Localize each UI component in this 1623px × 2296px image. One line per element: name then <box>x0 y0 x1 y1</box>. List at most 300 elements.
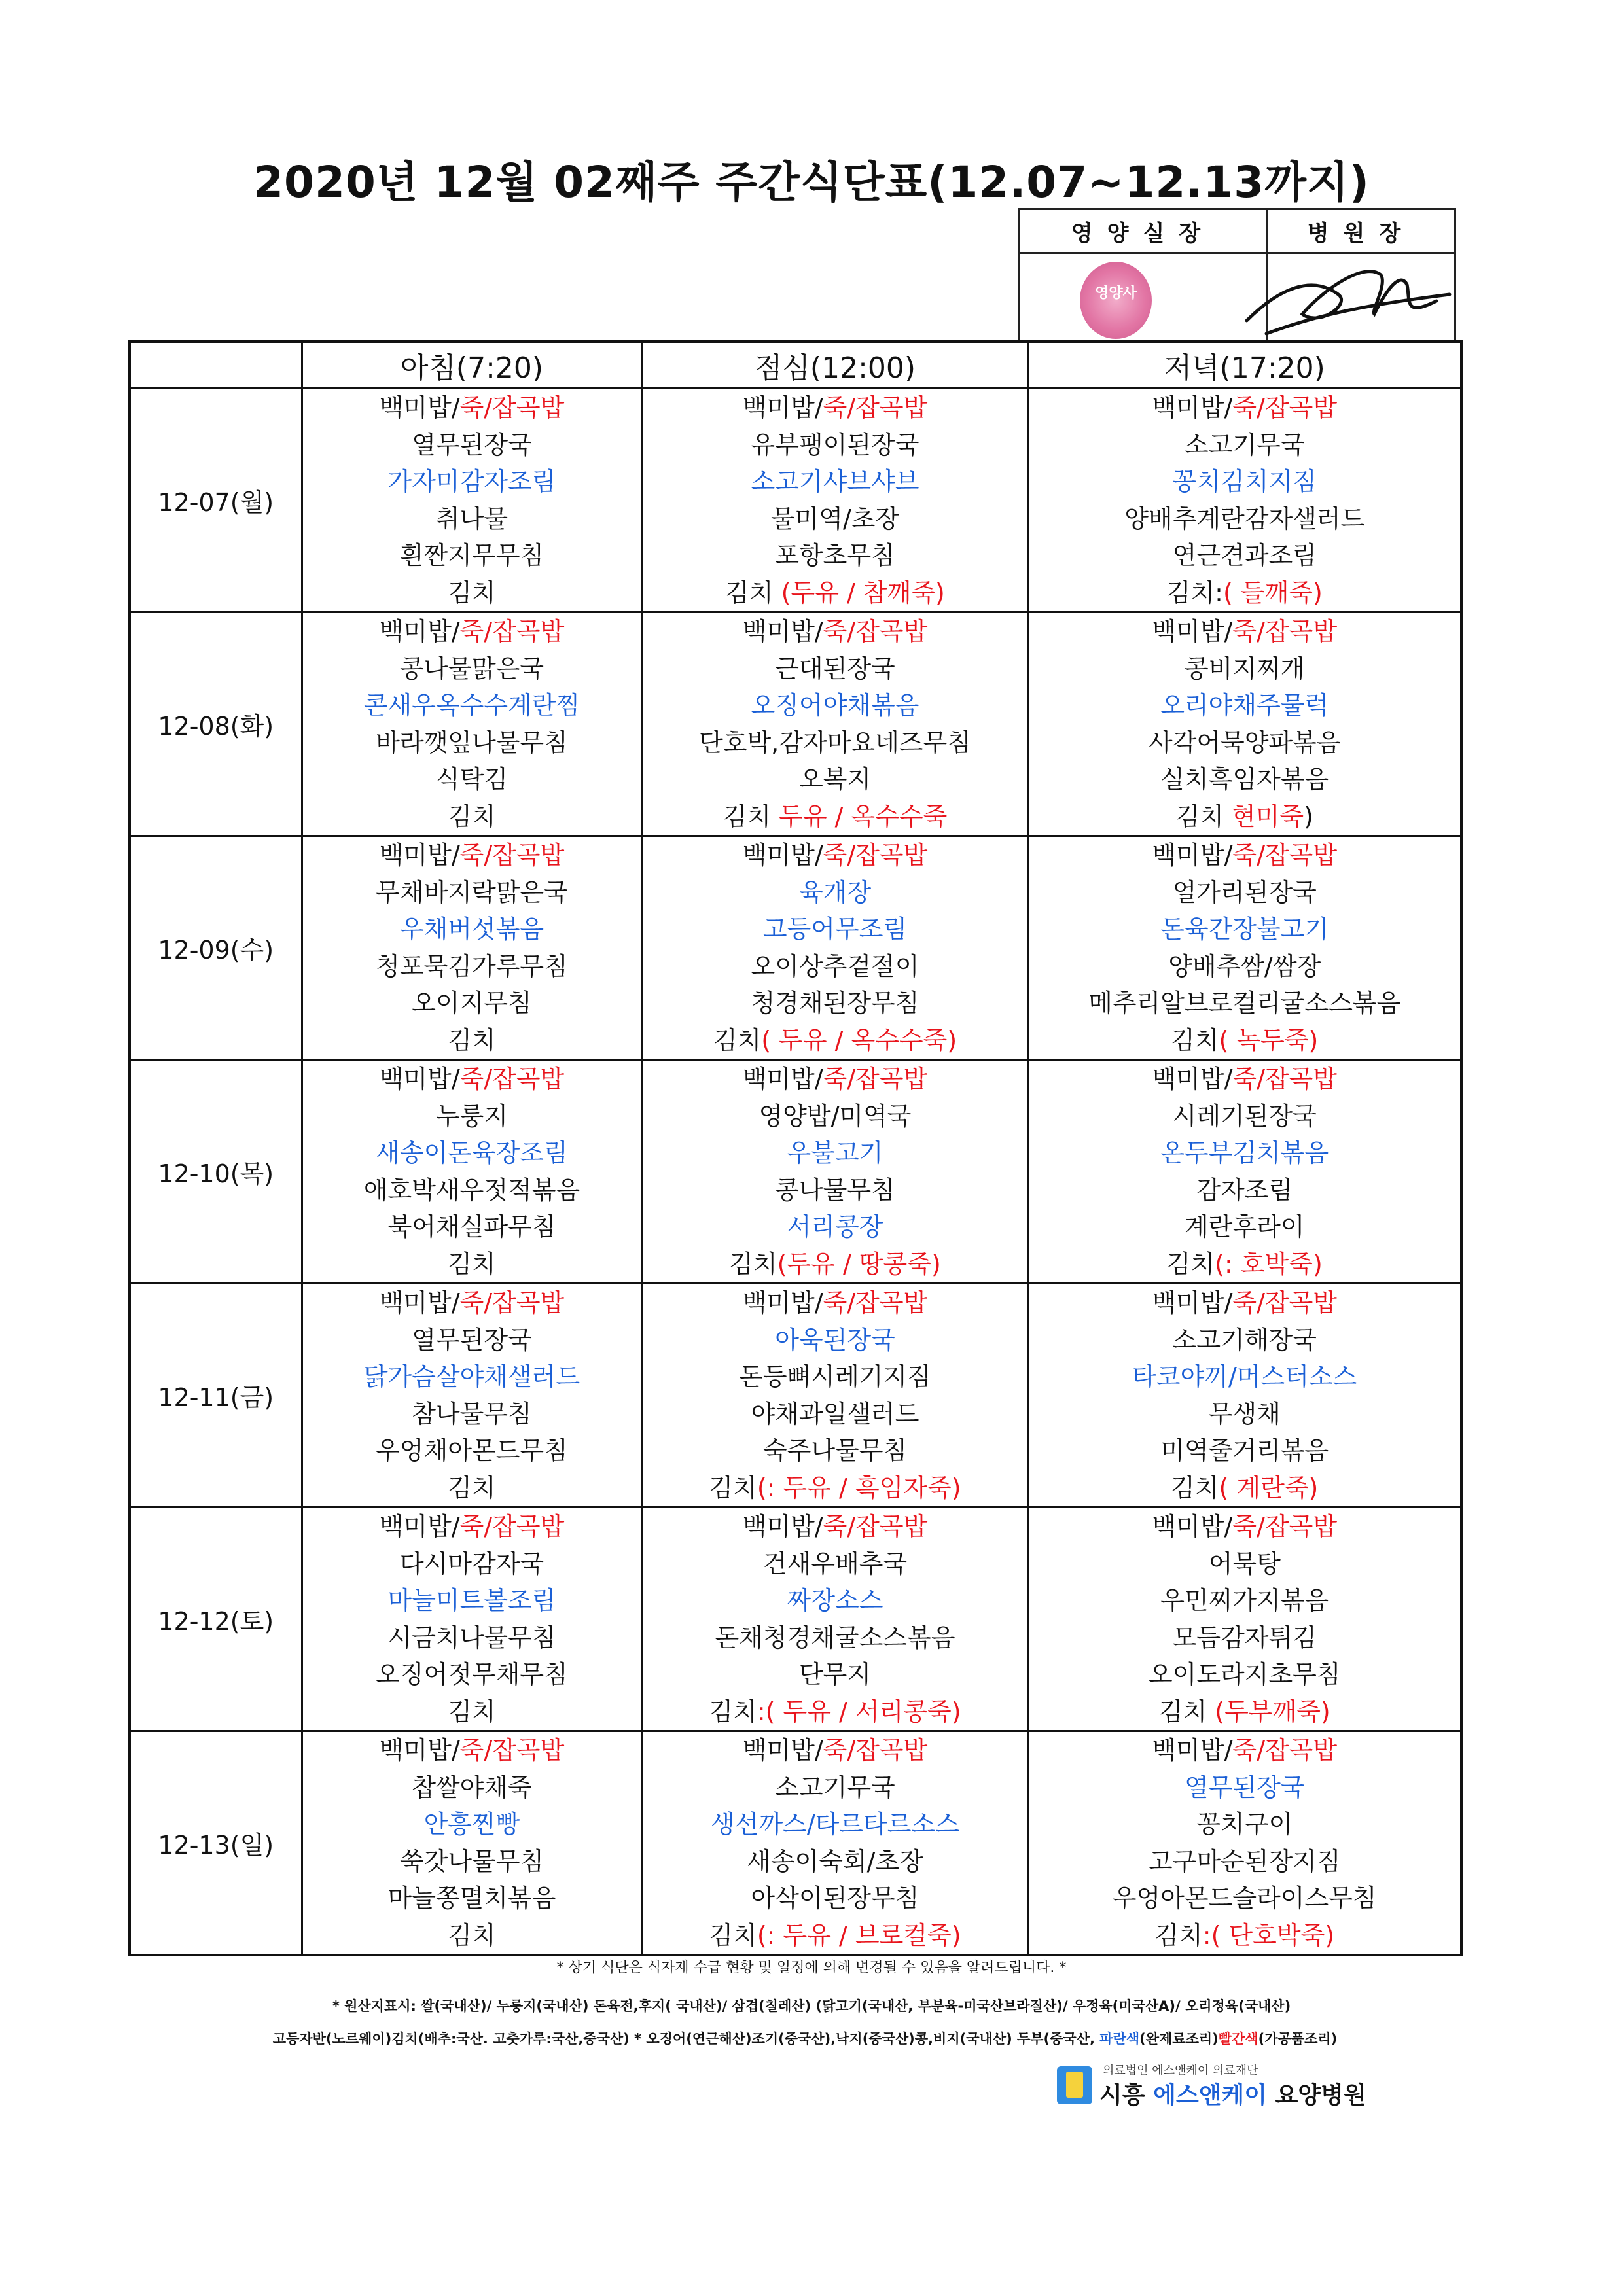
menu-item <box>303 1135 641 1172</box>
menu-item <box>1029 1806 1461 1843</box>
menu-item-text: 백미밥/ <box>742 1736 823 1765</box>
breakfast-cell <box>302 389 642 612</box>
menu-item-text: :( 두유 / 서리콩죽) <box>757 1697 961 1726</box>
menu-item-text: 오이상추겉절이 <box>751 951 919 981</box>
menu-item-text: 죽/잡곡밥 <box>459 617 565 646</box>
header-breakfast: 아침(7:20) <box>302 342 642 389</box>
menu-item-text: 실치흑임자볶음 <box>1160 765 1329 794</box>
day-date: 12-09(수) <box>130 836 302 1060</box>
menu-item-text: 얼가리된장국 <box>1172 877 1317 907</box>
menu-item <box>643 1806 1027 1843</box>
header-lunch: 점심(12:00) <box>642 342 1028 389</box>
menu-item-text: 오이지무침 <box>412 989 532 1017</box>
menu-item <box>1029 613 1461 650</box>
dinner-cell <box>1028 1731 1461 1956</box>
menu-item <box>643 874 1027 911</box>
menu-item-text: 숙주나물무침 <box>762 1436 908 1465</box>
menu-item-text: 죽/잡곡밥 <box>1232 1288 1338 1317</box>
lunch-cell <box>642 1731 1028 1956</box>
menu-item-text: 취나물 <box>435 504 508 533</box>
menu-item-text: 김치 <box>1158 1697 1215 1726</box>
menu-item-text: 콩나물맑은국 <box>399 654 544 683</box>
lunch-cell <box>642 612 1028 836</box>
menu-item <box>643 911 1027 948</box>
menu-item-text: 김치 <box>448 1920 496 1950</box>
menu-item-text: 오징어야채볶음 <box>751 691 919 720</box>
menu-item-text: 죽/잡곡밥 <box>823 393 928 422</box>
day-date: 12-07(월) <box>130 389 302 612</box>
day-date: 12-10(목) <box>130 1060 302 1284</box>
hospital-logo <box>1057 2061 1366 2109</box>
menu-item-text: 콩비지찌개 <box>1184 654 1305 683</box>
menu-item-text: 백미밥/ <box>1152 1288 1233 1317</box>
menu-item-text: 돈육간장불고기 <box>1160 915 1329 944</box>
menu-item-text: 죽/잡곡밥 <box>459 1288 565 1317</box>
menu-item <box>303 1061 641 1098</box>
menu-item-text: 유부팽이된장국 <box>751 430 919 459</box>
menu-item-text: 죽/잡곡밥 <box>459 393 565 422</box>
menu-item-text: :( 단호박죽) <box>1202 1920 1335 1950</box>
menu-item-text: 시금치나물무침 <box>387 1623 556 1652</box>
menu-item <box>643 1470 1027 1507</box>
menu-item-text: 연근견과조림 <box>1172 541 1317 570</box>
menu-item-text: 김치 <box>1154 1920 1203 1950</box>
menu-item-text: 김치 <box>722 802 779 831</box>
menu-item-text: 단호박,감자마요네즈무침 <box>699 728 971 757</box>
menu-item-text: 우엉채아몬드무침 <box>376 1436 568 1465</box>
menu-item <box>303 761 641 798</box>
menu-item-text: 죽/잡곡밥 <box>823 841 928 870</box>
menu-item-text: 우불고기 <box>787 1139 883 1167</box>
menu-item-text: 누룽지 <box>435 1101 508 1131</box>
menu-item-text: 열무된장국 <box>1184 1773 1305 1802</box>
menu-item-text: 김치 <box>448 1473 496 1502</box>
menu-item <box>1029 574 1461 612</box>
menu-item-text: 마늘쫑멸치볶음 <box>387 1884 556 1913</box>
menu-item-text: 돈등뼈시레기지짐 <box>739 1362 931 1391</box>
lunch-cell <box>642 389 1028 612</box>
menu-item <box>643 687 1027 724</box>
menu-item-text: 야채과일샐러드 <box>751 1399 919 1428</box>
menu-item-text: 김치 <box>448 802 496 831</box>
menu-item-text: 무채바지락맑은국 <box>376 877 568 907</box>
menu-item-text: 사각어묵양파볶음 <box>1148 728 1341 757</box>
breakfast-cell <box>302 1060 642 1284</box>
menu-item-text: 백미밥/ <box>1152 1512 1233 1541</box>
menu-item-text: 오복지 <box>798 765 872 794</box>
menu-item-text: ( 계란죽) <box>1219 1473 1319 1502</box>
menu-item-text: 김치 <box>713 1025 762 1055</box>
menu-item-text: 청경채된장무침 <box>751 989 919 1017</box>
corner-cell <box>130 342 302 389</box>
menu-item-text: 죽/잡곡밥 <box>1232 1736 1338 1765</box>
menu-item-text: 백미밥/ <box>742 617 823 646</box>
menu-item <box>303 1582 641 1619</box>
menu-item <box>303 389 641 427</box>
menu-item-text: 근대된장국 <box>775 654 895 683</box>
menu-item-text: ( 들깨죽) <box>1222 578 1323 607</box>
lunch-cell <box>642 1284 1028 1508</box>
menu-item-text: 포항초무침 <box>775 541 895 570</box>
menu-item-text: 현미죽 <box>1232 802 1304 831</box>
menu-item <box>1029 1172 1461 1209</box>
legend-blue-label: 파란색 <box>1099 2031 1140 2047</box>
menu-item <box>1029 1322 1461 1359</box>
menu-item-text: 애호박새우젓적볶음 <box>363 1175 580 1205</box>
lunch-cell <box>642 836 1028 1060</box>
menu-item <box>643 948 1027 985</box>
menu-item <box>1029 427 1461 464</box>
menu-item-text: 모듬감자튀김 <box>1172 1623 1317 1652</box>
day-row <box>130 612 1461 836</box>
menu-item-text: (두유 / 땅콩죽) <box>777 1249 941 1279</box>
menu-item-text: 백미밥/ <box>379 393 460 422</box>
menu-item-text: 꽁치구이 <box>1196 1810 1293 1839</box>
menu-item-text: 새송이숙회/초장 <box>747 1846 923 1876</box>
menu-item <box>643 1209 1027 1246</box>
menu-item-text: 김치 <box>448 1697 496 1726</box>
menu-item <box>1029 1246 1461 1283</box>
menu-item-text: (: 두유 / 흑임자죽) <box>757 1473 961 1502</box>
menu-item-text: 건새우배추국 <box>762 1549 908 1578</box>
breakfast-cell <box>302 1284 642 1508</box>
menu-item-text: 북어채실파무침 <box>387 1212 556 1241</box>
menu-item <box>303 501 641 538</box>
origin-line2-text: 고등자반(노르웨이)김치(배추:국산. 고춧가루:국산,중국산) * 오징어(연근해산)조기(중국산),낙지(중국산)콩,비지(국내산) 두부(중국산, <box>272 2031 1100 2047</box>
lunch-cell <box>642 1060 1028 1284</box>
menu-item-text: 꽁치김치지짐 <box>1172 467 1317 496</box>
menu-item <box>643 1693 1027 1731</box>
menu-item <box>1029 1470 1461 1507</box>
menu-item-text: 양배추쌈/쌈장 <box>1168 951 1321 981</box>
menu-item <box>643 1880 1027 1917</box>
legend-blue-desc: (완제료조리) <box>1139 2031 1219 2047</box>
stamp-text: 영양사 <box>1095 285 1137 302</box>
menu-item-text: 죽/잡곡밥 <box>459 1736 565 1765</box>
menu-item <box>303 1022 641 1059</box>
menu-item-text: 백미밥/ <box>742 1512 823 1541</box>
menu-body <box>130 389 1461 1956</box>
day-date: 12-12(토) <box>130 1508 302 1731</box>
menu-item-text: 백미밥/ <box>1152 393 1233 422</box>
menu-item <box>1029 761 1461 798</box>
menu-item-text: 죽/잡곡밥 <box>823 617 928 646</box>
menu-item <box>1029 1582 1461 1619</box>
dinner-cell <box>1028 1508 1461 1731</box>
menu-item-text: 죽/잡곡밥 <box>823 1512 928 1541</box>
menu-item <box>1029 1358 1461 1396</box>
menu-item <box>643 1172 1027 1209</box>
menu-item <box>303 537 641 574</box>
menu-item <box>303 1284 641 1322</box>
menu-item-text: 콩나물무침 <box>775 1175 895 1205</box>
menu-item <box>303 1619 641 1657</box>
menu-item <box>643 1246 1027 1283</box>
menu-item-text: 김치 <box>725 578 781 607</box>
menu-item <box>643 1656 1027 1693</box>
menu-item-text: 죽/잡곡밥 <box>823 1065 928 1093</box>
menu-item <box>1029 1098 1461 1135</box>
day-row <box>130 1284 1461 1508</box>
menu-item <box>643 1284 1027 1322</box>
menu-item <box>1029 724 1461 762</box>
hospital-foundation-name: 의료법인 에스앤케이 의료재단 <box>1103 2064 1258 2077</box>
menu-item-text: ) <box>1304 802 1313 831</box>
menu-item-text: 소고기무국 <box>1184 430 1305 459</box>
menu-item-text: 흰짠지무무침 <box>399 541 544 570</box>
menu-item <box>303 798 641 836</box>
menu-item <box>1029 837 1461 874</box>
menu-item <box>643 1769 1027 1807</box>
menu-item <box>303 1693 641 1731</box>
menu-item-text: 돈채청경채굴소스볶음 <box>715 1623 955 1652</box>
menu-item-text: 다시마감자국 <box>399 1549 544 1578</box>
menu-item-text: 김치 <box>1166 1249 1215 1279</box>
menu-item-text: 가자미감자조림 <box>387 467 556 496</box>
menu-item <box>1029 687 1461 724</box>
menu-item-text: 백미밥/ <box>742 1288 823 1317</box>
menu-item-text: 영양밥/미역국 <box>758 1101 912 1131</box>
menu-item-text: 백미밥/ <box>742 393 823 422</box>
menu-item-text: 백미밥/ <box>379 1065 460 1093</box>
menu-item-text: 바라깻잎나물무침 <box>376 728 568 757</box>
menu-item <box>643 1619 1027 1657</box>
menu-item-text: 백미밥/ <box>1152 1736 1233 1765</box>
dinner-cell <box>1028 612 1461 836</box>
menu-item-text: 소고기해장국 <box>1172 1325 1317 1354</box>
menu-item <box>643 1358 1027 1396</box>
day-date: 12-08(화) <box>130 612 302 836</box>
menu-item <box>303 427 641 464</box>
menu-item <box>1029 389 1461 427</box>
menu-item-text: 죽/잡곡밥 <box>823 1288 928 1317</box>
menu-item-text: 죽/잡곡밥 <box>1232 1065 1338 1093</box>
menu-item-text: 백미밥/ <box>1152 1065 1233 1093</box>
menu-item-text: 죽/잡곡밥 <box>823 1736 928 1765</box>
menu-item-text: 김치 <box>1175 802 1232 831</box>
menu-item-text: 육개장 <box>798 877 872 907</box>
menu-item-text: 백미밥/ <box>379 1288 460 1317</box>
menu-item <box>643 1508 1027 1545</box>
menu-item-text: 식탁김 <box>435 765 508 794</box>
menu-item <box>643 463 1027 501</box>
change-notice: * 상기 식단은 식자재 수급 현황 및 일정에 의해 변경될 수 있음을 알려드립니다. * <box>556 1960 1067 1976</box>
menu-item <box>643 1917 1027 1954</box>
menu-item-text: 미역줄거리볶음 <box>1160 1436 1329 1465</box>
menu-item-text: 무생채 <box>1208 1399 1281 1428</box>
day-row <box>130 836 1461 1060</box>
day-row <box>130 389 1461 612</box>
menu-item <box>643 1732 1027 1769</box>
menu-item <box>643 1135 1027 1172</box>
header-dinner: 저녁(17:20) <box>1028 342 1461 389</box>
menu-item-text: 백미밥/ <box>742 841 823 870</box>
menu-item-text: 김치 <box>709 1473 757 1502</box>
origin-notice-line1: * 원산지표시: 쌀(국내산)/ 누룽지(국내산) 돈육전,후지( 국내산)/ 삼겹(칠레산) (닭고기(국내산, 부분육-미국산브라질산)/ 우정육(미국산A)/ 오리정육(국내산) <box>332 1998 1291 2014</box>
menu-item <box>643 1396 1027 1433</box>
menu-item-text: 백미밥/ <box>379 1512 460 1541</box>
menu-item <box>303 574 641 612</box>
dinner-cell <box>1028 1284 1461 1508</box>
menu-item-text: 백미밥/ <box>1152 617 1233 646</box>
menu-item <box>643 1545 1027 1583</box>
menu-item-text: (: 두유 / 브로컬죽) <box>757 1920 961 1950</box>
menu-item-text: 죽/잡곡밥 <box>459 841 565 870</box>
breakfast-cell <box>302 612 642 836</box>
menu-item-text: 시레기된장국 <box>1172 1101 1317 1131</box>
menu-item <box>643 537 1027 574</box>
menu-item <box>643 1582 1027 1619</box>
dinner-cell <box>1028 836 1461 1060</box>
menu-item-text: 닭가슴살야채샐러드 <box>363 1362 580 1391</box>
menu-item-text: 계란후라이 <box>1184 1212 1305 1241</box>
menu-item <box>1029 1880 1461 1917</box>
menu-item <box>303 1396 641 1433</box>
menu-item <box>303 1508 641 1545</box>
menu-item <box>303 1322 641 1359</box>
menu-item-text: 고등어무조림 <box>762 915 908 944</box>
menu-item <box>643 761 1027 798</box>
menu-item-text: 백미밥/ <box>1152 841 1233 870</box>
menu-item <box>303 1917 641 1954</box>
menu-item-text: 타코야끼/머스터소스 <box>1132 1362 1357 1391</box>
menu-item <box>643 985 1027 1022</box>
menu-item <box>1029 985 1461 1022</box>
breakfast-cell <box>302 1731 642 1956</box>
day-row <box>130 1731 1461 1956</box>
menu-item-text: 새송이돈육장조림 <box>376 1139 568 1167</box>
lunch-cell <box>642 1508 1028 1731</box>
menu-item-text: 김치 <box>1171 1473 1219 1502</box>
menu-item <box>1029 650 1461 688</box>
menu-item-text: 죽/잡곡밥 <box>1232 841 1338 870</box>
breakfast-cell <box>302 836 642 1060</box>
menu-item <box>303 985 641 1022</box>
menu-item-text: 물미역/초장 <box>770 504 900 533</box>
menu-item-text: 서리콩장 <box>787 1212 883 1241</box>
menu-item-text: 오리야채주물럭 <box>1160 691 1329 720</box>
menu-item-text: 죽/잡곡밥 <box>459 1065 565 1093</box>
menu-item <box>1029 1396 1461 1433</box>
menu-item-text: (: 호박죽) <box>1215 1249 1323 1279</box>
menu-item-text: 짜장소스 <box>787 1586 883 1615</box>
menu-item-text: 김치 <box>709 1697 757 1726</box>
menu-item <box>643 1322 1027 1359</box>
menu-item <box>303 1172 641 1209</box>
menu-item-text: 우엉아몬드슬라이스무침 <box>1112 1884 1377 1913</box>
menu-item <box>643 724 1027 762</box>
day-row <box>130 1060 1461 1284</box>
menu-item-text: 청포묵김가루무침 <box>376 951 568 981</box>
menu-item <box>643 1061 1027 1098</box>
menu-item <box>643 837 1027 874</box>
menu-item <box>303 1358 641 1396</box>
menu-item <box>643 1432 1027 1470</box>
menu-item-text: 백미밥/ <box>379 841 460 870</box>
menu-item <box>1029 798 1461 836</box>
approval-stamp <box>1080 262 1152 339</box>
dinner-cell <box>1028 1060 1461 1284</box>
menu-item-text: 김치 <box>729 1249 777 1279</box>
menu-item <box>303 1209 641 1246</box>
breakfast-cell <box>302 1508 642 1731</box>
menu-item <box>1029 1061 1461 1098</box>
menu-item-text: 김치 <box>448 578 496 607</box>
menu-item <box>1029 1693 1461 1731</box>
menu-item-text: 양배추계란감자샐러드 <box>1124 504 1365 533</box>
menu-item-text: 오징어젓무채무침 <box>376 1660 568 1689</box>
hospital-logo-icon <box>1057 2066 1092 2104</box>
menu-item-text: 김치 <box>1171 1025 1219 1055</box>
menu-item-text: 죽/잡곡밥 <box>1232 617 1338 646</box>
menu-item-text: 두유 / 옥수수죽 <box>779 802 948 831</box>
menu-item-text: 오이도라지초무침 <box>1148 1660 1341 1689</box>
menu-item-text: 감자조림 <box>1196 1175 1293 1205</box>
menu-item-text: 우민찌가지볶음 <box>1160 1586 1329 1615</box>
menu-item-text: 열무된장국 <box>412 1325 532 1354</box>
menu-item-text: 백미밥/ <box>379 1736 460 1765</box>
menu-item-text: 고구마순된장지짐 <box>1148 1846 1341 1876</box>
menu-item <box>1029 537 1461 574</box>
menu-item-text: 열무된장국 <box>412 430 532 459</box>
menu-item <box>1029 948 1461 985</box>
menu-item <box>303 463 641 501</box>
menu-item <box>303 650 641 688</box>
menu-item-text: 김치 <box>709 1920 757 1950</box>
dinner-cell <box>1028 389 1461 612</box>
menu-item <box>303 948 641 985</box>
menu-item-text: 아삭이된장무침 <box>751 1884 919 1913</box>
menu-item <box>643 501 1027 538</box>
menu-item <box>1029 1284 1461 1322</box>
menu-item <box>303 1769 641 1807</box>
menu-item-text: 콘새우옥수수계란찜 <box>363 691 580 720</box>
menu-item-text: 어묵탕 <box>1208 1549 1281 1578</box>
menu-item-text: 찹쌀야채죽 <box>412 1773 532 1802</box>
menu-item <box>303 837 641 874</box>
menu-item <box>1029 911 1461 948</box>
menu-item <box>303 1470 641 1507</box>
menu-item <box>303 1098 641 1135</box>
menu-item <box>1029 1432 1461 1470</box>
weekly-menu-table <box>128 340 1463 1956</box>
day-row <box>130 1508 1461 1731</box>
menu-item-text: 온두부김치볶음 <box>1160 1139 1329 1167</box>
menu-item-text: 백미밥/ <box>742 1065 823 1093</box>
menu-item <box>643 574 1027 612</box>
menu-item-text: 단무지 <box>798 1660 872 1689</box>
menu-item-text: ( 녹두죽) <box>1219 1025 1319 1055</box>
menu-item <box>1029 1022 1461 1059</box>
legend-red-label: 빨간색 <box>1218 2031 1258 2047</box>
menu-item-text: 아욱된장국 <box>775 1325 895 1354</box>
menu-item-text: 죽/잡곡밥 <box>459 1512 565 1541</box>
director-signature <box>1240 249 1456 347</box>
menu-item <box>1029 1843 1461 1881</box>
menu-item-text: 김치: <box>1166 578 1223 607</box>
menu-item <box>1029 1209 1461 1246</box>
menu-item <box>1029 1508 1461 1545</box>
menu-item <box>1029 1656 1461 1693</box>
page-title: 2020년 12월 02째주 주간식단표(12.07~12.13까지) <box>253 157 1370 207</box>
menu-item-text: 죽/잡곡밥 <box>1232 1512 1338 1541</box>
menu-item <box>643 389 1027 427</box>
menu-item <box>303 687 641 724</box>
menu-item <box>303 1806 641 1843</box>
menu-item <box>303 1656 641 1693</box>
menu-item <box>1029 1135 1461 1172</box>
menu-item <box>643 650 1027 688</box>
